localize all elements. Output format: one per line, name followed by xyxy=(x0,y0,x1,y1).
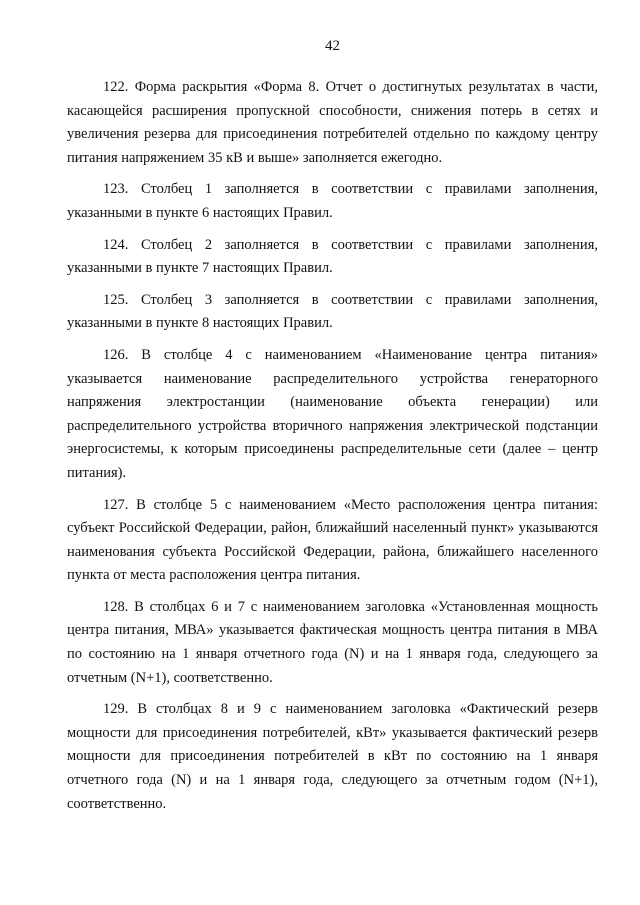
paragraph-126: 126. В столбце 4 с наименованием «Наименование центра питания» указывается наименование распределительного устройства генераторного напряжения электростанции (наименование объекта генерации) или распределительного устройства вторичного напряжения электрической подстанции энергосистемы, к которым присоединены распределительные сети (далее – центр питания). xyxy=(67,346,598,481)
paragraph-128: 128. В столбцах 6 и 7 с наименованием заголовка «Установленная мощность центра питания, МВА» указывается фактическая мощность центра питания в МВА по состоянию на 1 января отчетного года (N) и на 1 января года, следующего за отчетным (N+1), соответственно. xyxy=(67,598,598,686)
page-number: 42 xyxy=(325,38,340,54)
paragraph-129: 129. В столбцах 8 и 9 с наименованием заголовка «Фактический резерв мощности для присоединения потребителей, кВт» указывается фактический резерв мощности для присоединения потребителей в кВт по состоянию на 1 января отчетного года (N) и на 1 января года, следующего за отчетным годом (N+1), соответственно. xyxy=(67,701,598,812)
paragraph-127: 127. В столбце 5 с наименованием «Место расположения центра питания: субъект Российской Федерации, район, ближайший населенный пункт» указываются наименования субъекта Российской Федерации, района, ближайшего населенного пункта от места расположения центра питания. xyxy=(67,496,598,584)
paragraph-125: 125. Столбец 3 заполняется в соответствии с правилами заполнения, указанными в пункте 8 настоящих Правил. xyxy=(67,291,598,332)
paragraph-123: 123. Столбец 1 заполняется в соответствии с правилами заполнения, указанными в пункте 6 настоящих Правил. xyxy=(67,181,598,221)
paragraph-122: 122. Форма раскрытия «Форма 8. Отчет о достигнутых результатах в части, касающейся расширения пропускной способности, снижения потерь в сетях и увеличения резерва для присоединения потребителей отдельно по каждому центру питания напряжением 35 кВ и выше» заполняется ежегодно. xyxy=(67,79,598,166)
paragraph-124: 124. Столбец 2 заполняется в соответствии с правилами заполнения, указанными в пункте 7 настоящих Правил. xyxy=(67,236,598,277)
